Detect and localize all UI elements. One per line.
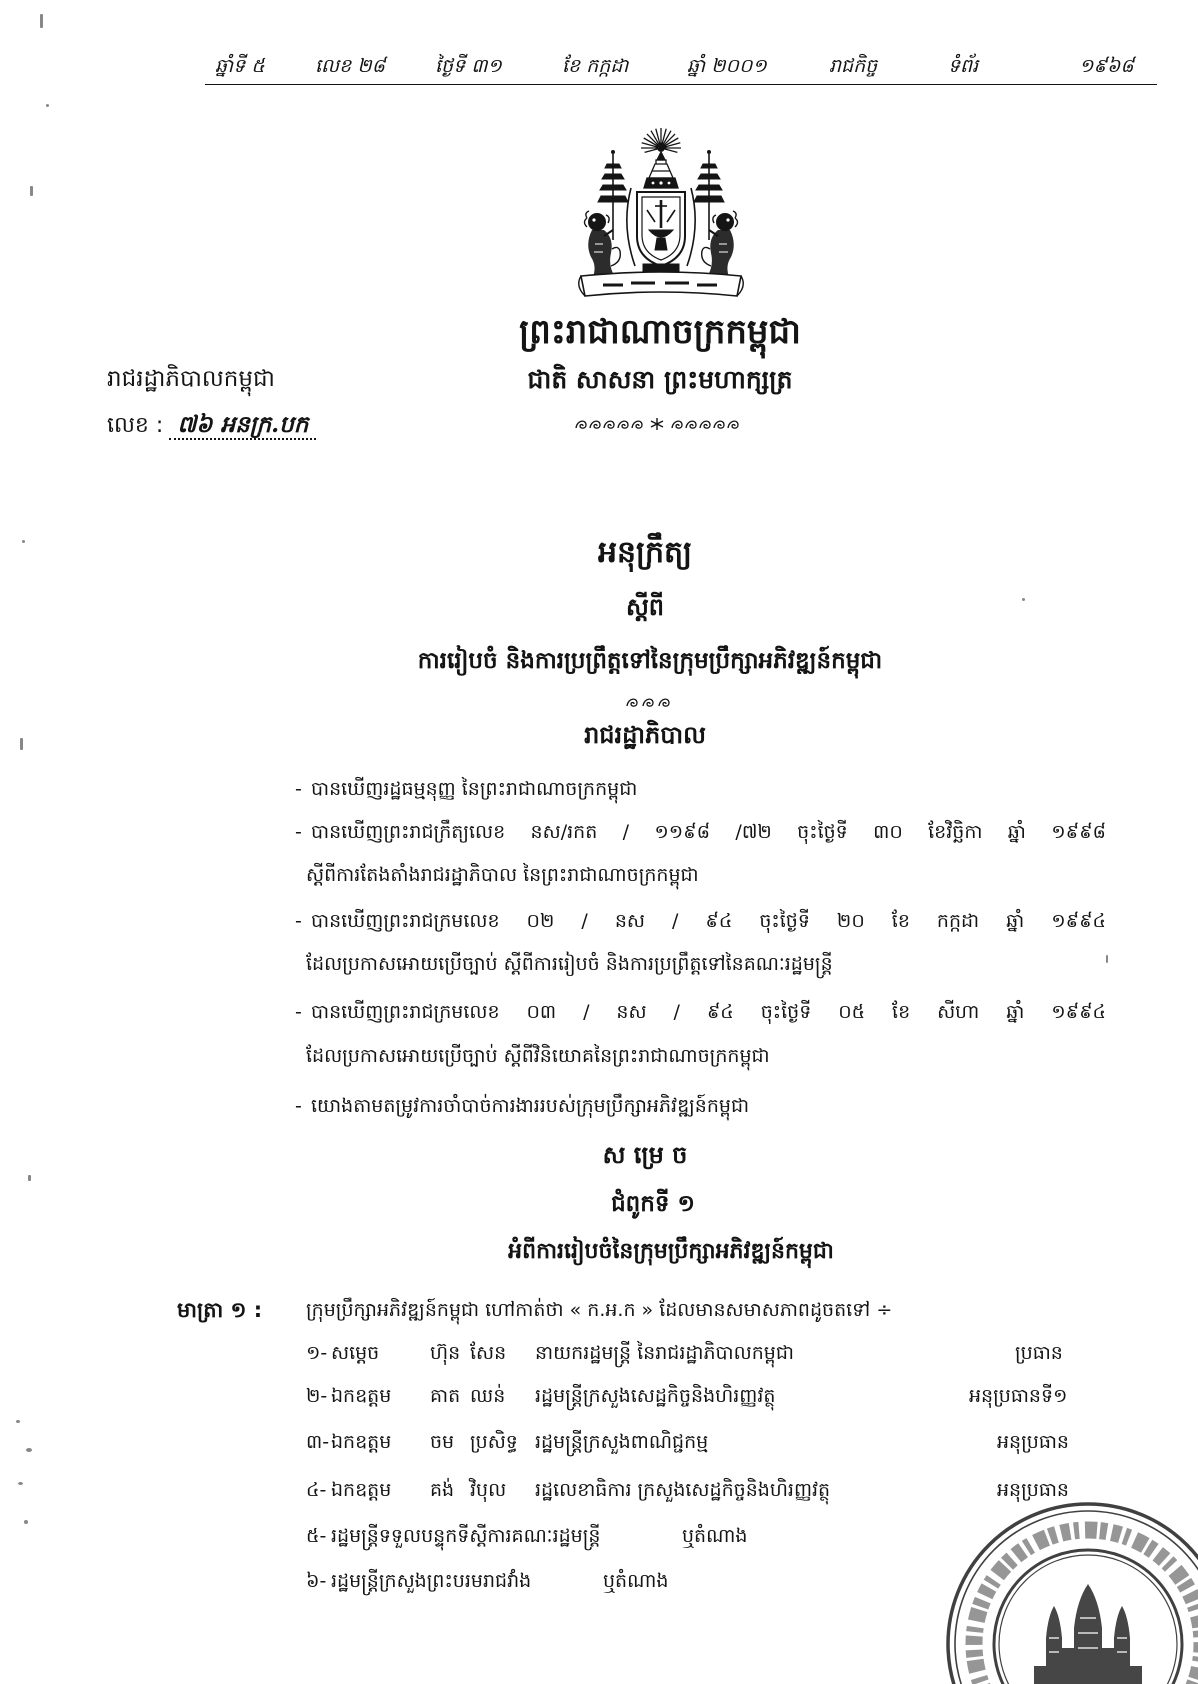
header-rule (205, 84, 1157, 85)
member-honorific: ឯកឧត្តម (331, 1479, 392, 1501)
issuing-authority: រាជរដ្ឋាភិបាល (584, 721, 706, 749)
member-name-second: ឈន់ (470, 1385, 506, 1407)
scan-speck (22, 540, 25, 543)
member-role: អនុប្រធានទី១ (969, 1385, 1068, 1407)
scan-speck (40, 14, 43, 28)
document-about: ស្តីពី (625, 593, 665, 621)
member-honorific: ឯកឧត្តម (331, 1431, 392, 1453)
scan-speck (1106, 955, 1108, 963)
document-subject: ការរៀបចំ និងការប្រព្រឹត្តទៅនៃក្រុមប្រឹក្សាអភិវឌ្ឍន៍កម្ពុជា (417, 648, 883, 674)
scan-speck (20, 738, 23, 750)
preamble-item (295, 1091, 749, 1121)
member-row (0, 1338, 1198, 1368)
member-position: នាយករដ្ឋមន្ត្រី នៃរាជរដ្ឋាភិបាលកម្ពុជា (535, 1342, 794, 1364)
member-name-first: ហ៊ុន (430, 1342, 461, 1364)
ornament-divider-small (620, 694, 676, 708)
chapter-number: ជំពូកទី ១ (611, 1191, 695, 1217)
member-name-first: ចម (430, 1431, 455, 1453)
article-label: មាត្រា ១ : (177, 1298, 263, 1322)
preamble-item (295, 817, 1106, 847)
preamble-text: បានឃើញព្រះរាជក្រមលេខ ០៣ / នស / ៩៤ ចុះថ្ងៃទី ០៥ ខែ សីហា ឆ្នាំ ១៩៩៤ (311, 1001, 1106, 1023)
member-row (0, 1381, 1198, 1411)
header-page-number: ១៩៦៨ (1079, 55, 1134, 77)
preamble-text: យោងតាមតម្រូវការចាំបាច់ការងាររបស់ក្រុមប្រឹក្សាអភិវឌ្ឍន៍កម្ពុជា (311, 1095, 750, 1117)
member-name-second: ប្រសិទ្ធ (470, 1431, 518, 1453)
member-alternate: ឬតំណាង (603, 1570, 669, 1592)
ornament-divider (575, 416, 745, 432)
member-role: អនុប្រធាន (997, 1431, 1069, 1453)
scan-speck (28, 1175, 31, 1181)
decree-number-handwritten: ៧៦ អនក្រ.បក (169, 411, 316, 440)
preamble-item (295, 906, 1106, 936)
official-seal-stamp-icon (938, 1488, 1198, 1684)
preamble-marker: - (295, 1095, 302, 1117)
preamble-text: បានឃើញរដ្ឋធម្មនុញ្ញ នៃព្រះរាជាណាចក្រកម្ពុជា (311, 778, 638, 800)
preamble-marker: - (295, 778, 302, 800)
member-position: រដ្ឋមន្ត្រីក្រសួងសេដ្ឋកិច្ចនិងហិរញ្ញវត្ថុ (535, 1385, 776, 1407)
preamble-item (295, 774, 637, 804)
member-number: ៥- (306, 1525, 327, 1547)
member-name-second: វិបុល (470, 1479, 507, 1501)
preamble-text: បានឃើញព្រះរាជក្រមលេខ ០២ / នស / ៩៤ ចុះថ្ងៃទី ២០ ខែ កក្កដា ឆ្នាំ ១៩៩៤ (311, 910, 1106, 932)
preamble-text: បានឃើញព្រះរាជក្រឹត្យលេខ នស/រកត / ១១៩៨ /៧២ ចុះថ្ងៃទី ៣០ ខែវិច្ឆិកា ឆ្នាំ ១៩៩៨ (311, 821, 1106, 843)
kingdom-motto: ជាតិ សាសនា ព្រះមហាក្សត្រ (527, 365, 793, 394)
member-number: ៤- (306, 1479, 327, 1501)
header-page-label: ទំព័រ (948, 55, 979, 77)
scan-speck (30, 186, 33, 196)
member-position: រដ្ឋលេខាធិការ ក្រសួងសេដ្ឋកិច្ចនិងហិរញ្ញវត្ថុ (535, 1479, 831, 1501)
scan-speck (46, 104, 49, 107)
document-type: អនុក្រឹត្យ (597, 535, 693, 570)
decree-number (107, 408, 316, 443)
preamble-continuation: ដែលប្រកាសអោយប្រើច្បាប់ ស្តីពីការរៀបចំ និងការប្រព្រឹត្តទៅនៃគណៈរដ្ឋមន្ត្រី (306, 953, 833, 975)
preamble-continuation: ស្តីពីការតែងតាំងរាជរដ្ឋាភិបាល នៃព្រះរាជាណាចក្រកម្ពុជា (306, 864, 699, 886)
preamble-marker: - (295, 910, 302, 932)
decision-heading: ស ម្រេ ច (602, 1141, 688, 1169)
member-name-second: សែន (470, 1342, 507, 1364)
member-number: ៣- (306, 1431, 330, 1453)
chapter-title: អំពីការរៀបចំនៃក្រុមប្រឹក្សាអភិវឌ្ឍន៍កម្ពុជា (508, 1239, 834, 1264)
header-day: ថ្ងៃទី ៣១ (435, 55, 502, 77)
preamble-item (295, 997, 1106, 1027)
decree-number-label: លេខ : (107, 413, 164, 438)
kingdom-name: ព្រះរាជាណាចក្រកម្ពុជា (519, 312, 801, 352)
issuer-name: រាជរដ្ឋាភិបាលកម្ពុជា (107, 366, 275, 392)
member-honorific: សម្តេច (331, 1342, 380, 1364)
preamble-continuation: ដែលប្រកាសអោយប្រើច្បាប់ ស្តីពីវិនិយោគនៃព្រះរាជាណាចក្រកម្ពុជា (306, 1045, 770, 1067)
scan-speck (16, 1420, 20, 1423)
member-row (0, 1427, 1198, 1457)
preamble-marker: - (295, 1001, 302, 1023)
member-role: អនុប្រធាន (997, 1479, 1069, 1501)
member-position: រដ្ឋមន្ត្រីក្រសួងពាណិជ្ជកម្ម (535, 1431, 709, 1453)
member-position: រដ្ឋមន្ត្រីទទួលបន្ទុកទីស្តីការគណៈរដ្ឋមន្ត្រី (331, 1525, 601, 1547)
member-number: ១- (306, 1342, 328, 1364)
header-year: ឆ្នាំ ២០០១ (687, 55, 767, 77)
header-volume: ឆ្នាំទី ៥ (215, 55, 265, 77)
member-honorific: ឯកឧត្តម (331, 1385, 392, 1407)
header-month: ខែ កក្កដា (562, 55, 629, 77)
scan-speck (1022, 598, 1025, 601)
header-issue: លេខ ២៨ (315, 55, 386, 77)
member-number: ៦- (306, 1570, 327, 1592)
member-alternate: ឬតំណាង (682, 1525, 748, 1547)
header-publication: រាជកិច្ច (829, 55, 878, 77)
member-name-first: គាត (430, 1385, 461, 1407)
member-number: ២- (306, 1385, 328, 1407)
member-position: រដ្ឋមន្ត្រីក្រសួងព្រះបរមរាជវាំង (331, 1570, 532, 1592)
member-name-first: គង់ (430, 1479, 455, 1501)
royal-coat-of-arms-icon (573, 126, 748, 306)
article-text: ក្រុមប្រឹក្សាអភិវឌ្ឍន៍កម្ពុជា ហៅកាត់ថា « ក.អ.ក » ដែលមានសមាសភាពដូចតទៅ ÷ (306, 1299, 893, 1321)
member-role: ប្រធាន (1015, 1342, 1063, 1364)
preamble-marker: - (295, 821, 302, 843)
